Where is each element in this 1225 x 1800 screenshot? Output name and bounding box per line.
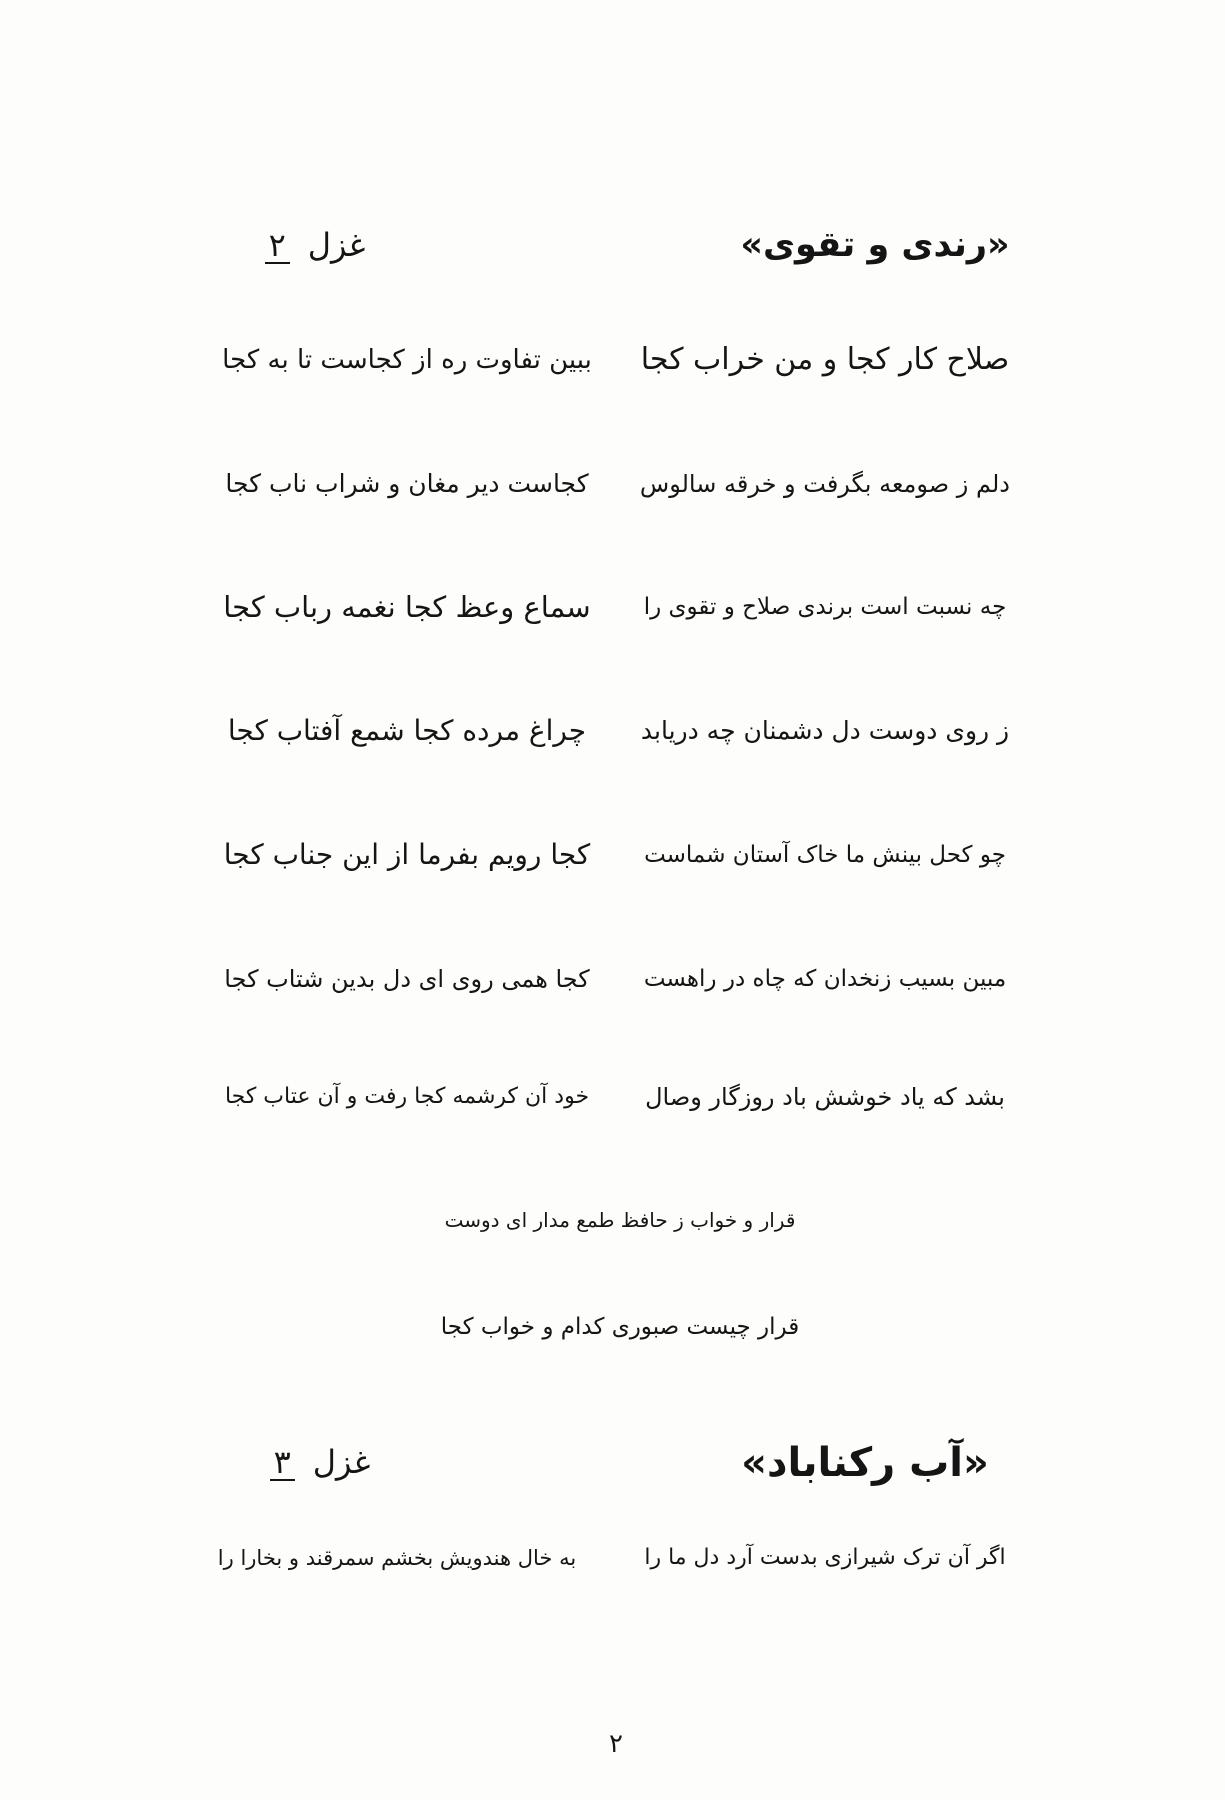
closing-couplet-line-2: قرار چیست صبوری کدام و خواب کجا <box>440 1314 800 1340</box>
hemistich-right: مبین بسیب زنخدان که چاه در راهست <box>643 966 1007 992</box>
hemistich-left: کجا همی روی ای دل بدین شتاب کجا <box>224 965 590 993</box>
ghazal-2-title: «رندی و تقوی» <box>740 225 1010 265</box>
hemistich-right: صلاح کار کجا و من خراب کجا <box>640 342 1010 377</box>
page-number: ۲ <box>609 1729 623 1759</box>
ghazal-3-label <box>245 1432 395 1492</box>
ghazal-label-word: غزل <box>312 1443 371 1481</box>
ghazal-label-word: غزل <box>307 226 366 264</box>
ghazal-number: ۲ <box>265 228 290 264</box>
ghazal-number: ۳ <box>270 1445 295 1481</box>
hemistich-right: بشد که یاد خوشش باد روزگار وصال <box>645 1083 1005 1111</box>
hemistich-right: دلم ز صومعه بگرفت و خرقه سالوس <box>640 470 1010 498</box>
hemistich-left: خود آن کرشمه کجا رفت و آن عتاب کجا <box>224 1084 590 1109</box>
hemistich-left: ببین تفاوت ره از کجاست تا به کجا <box>222 345 592 375</box>
hemistich-left: سماع وعظ کجا نغمه رباب کجا <box>223 590 591 624</box>
closing-couplet-line-1: قرار و خواب ز حافظ طمع مدار ای دوست <box>444 1208 796 1232</box>
hemistich-left: چراغ مرده کجا شمع آفتاب کجا <box>227 714 587 747</box>
hemistich-left: کجاست دیر مغان و شراب ناب کجا <box>225 469 589 498</box>
hemistich-left: کجا رویم بفرما از این جناب کجا <box>223 838 591 871</box>
hemistich-right: چو کحل بینش ما خاک آستان شماست <box>644 842 1006 868</box>
hemistich-right: چه نسبت است برندی صلاح و تقوی را <box>643 594 1007 620</box>
ghazal-3-title: «آب رکناباد» <box>741 1440 989 1486</box>
ghazal-2-label <box>240 215 390 275</box>
hemistich-right: ز روی دوست دل دشمنان چه دریابد <box>640 716 1010 745</box>
hemistich-right: اگر آن ترک شیرازی بدست آرد دل ما را <box>644 1545 1006 1570</box>
hemistich-left: به خال هندویش بخشم سمرقند و بخارا را <box>217 1546 577 1570</box>
